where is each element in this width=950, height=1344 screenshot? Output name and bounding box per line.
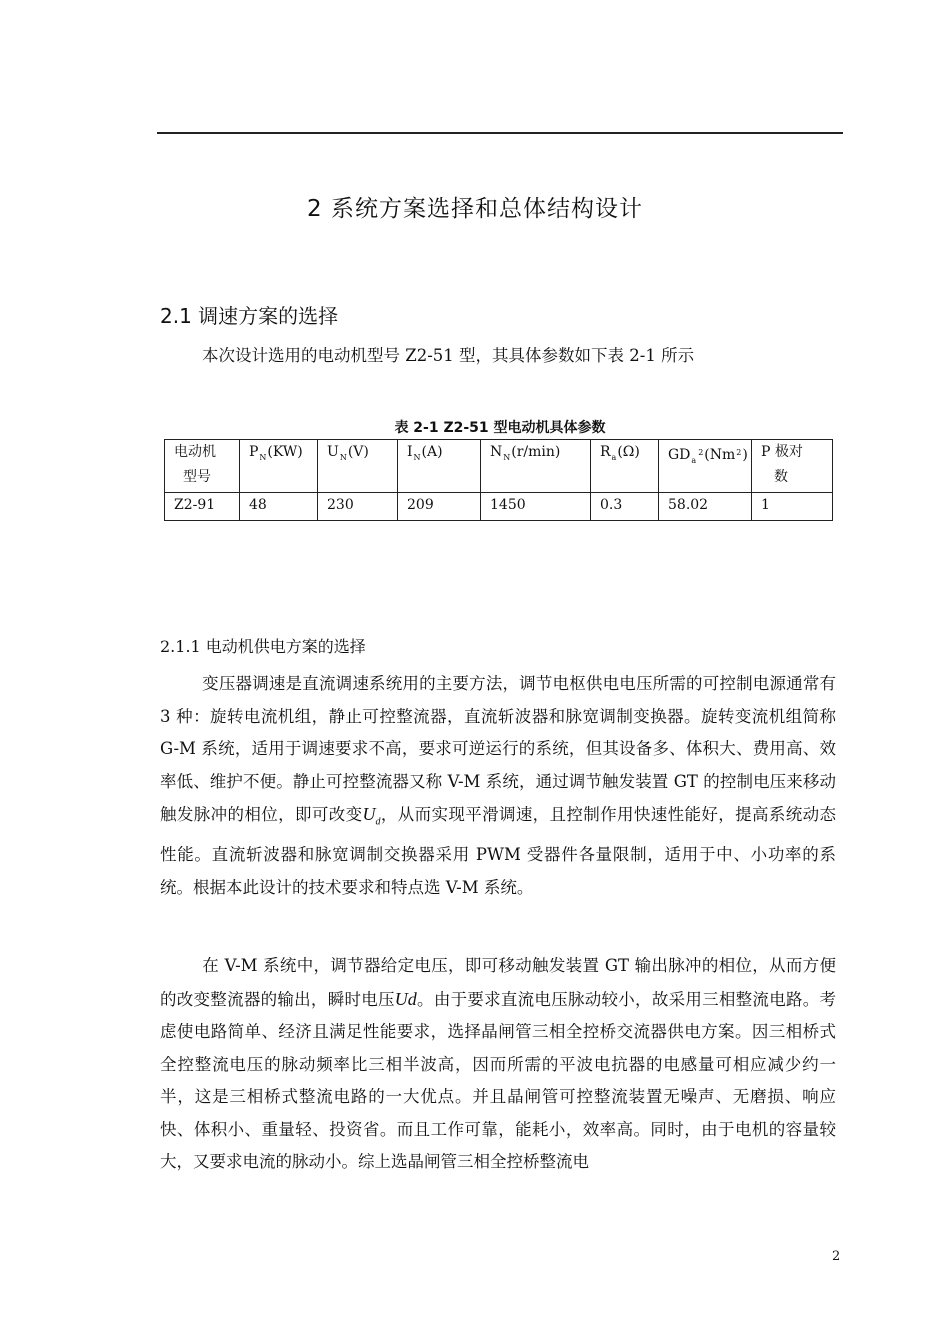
header-nn: $N_N(r/\min)$ (481, 440, 591, 493)
cell-nn: 1450 (481, 493, 591, 521)
cell-in: 209 (398, 493, 481, 521)
header-p-line1: P 极对 (761, 444, 803, 460)
header-model (165, 440, 240, 493)
header-rule (157, 132, 843, 134)
cell-ra: 0.3 (591, 493, 659, 521)
header-p-line2: 数 (774, 469, 788, 485)
variable-ud: $U_d$ (362, 804, 381, 828)
cell-pole-pairs: 1 (752, 493, 833, 521)
header-in: $I_N(A)$ (398, 440, 481, 493)
header-pn: $P_N(KW)$ (240, 440, 318, 493)
chapter-title: 2 系统方案选择和总体结构设计 (307, 196, 643, 222)
header-un: $U_N(V)$ (318, 440, 398, 493)
motor-parameter-table (164, 439, 833, 521)
section-title: 2.1 调速方案的选择 (160, 304, 339, 328)
table-header-row (165, 440, 833, 493)
paragraph-vm-system: 在 V-M 系统中，调节器给定电压，即可移动触发装置 GT 输出脉冲的相位，从而方便的改变整流器的输出，瞬时电压Ud。由于要求直流电压脉动较小，故采用三相整流电路。考虑使电路简单、经济且满足性能要求，选择晶闸管三相全控桥交流器供电方案。因三相桥式全控整流电压的脉动频率比三相半波高，因而所需的平波电抗器的电感量可相应减少约一半，这是三相桥式整流电路的一大优点。并且晶闸管可控整流装置无噪声、无磨损、响应快、体积小、重量轻、投资省。而且工作可靠，能耗小，效率高。同时，由于电机的容量较大，又要求电流的脉动小。综上选晶闸管三相全控桥整流电 (160, 956, 837, 1171)
paragraph-power-supply: 变压器调速是直流调速系统用的主要方法，调节电枢供电电压所需的可控制电源通常有 3 种：旋转电流机组，静止可控整流器，直流斩波器和脉宽调制变换器。旋转变流机组简称 G-M 系统，适用于调速要求不高，要求可逆运行的系统，但其设备多、体积大、费用高、效率低、维护不便。静止可控整流器又称 V-M 系统，通过调节触发装置 GT 的控制电压来移动触发脉冲的相位，即可改变$U_d$，从而实现平滑调速，且控制作用快速性能好，提高系统动态性能。直流斩波器和脉宽调制交换器采用 PWM 受器件各量限制，适用于中、小功率的系统。根据本此设计的技术要求和特点选 V-M 系统。 (160, 674, 837, 897)
cell-un: 230 (318, 493, 398, 521)
subsection-title: 2.1.1 电动机供电方案的选择 (160, 637, 366, 656)
cell-model: Z2-91 (165, 493, 240, 521)
header-model-line2: 型号 (183, 469, 211, 485)
header-ra: $R_a(\Omega)$ (591, 440, 659, 493)
header-model-line1: 电动机 (174, 444, 216, 460)
cell-gd: 58.02 (659, 493, 752, 521)
header-pole-pairs (752, 440, 833, 493)
intro-text: 本次设计选用的电动机型号 Z2-51 型，其具体参数如下表 2-1 所示 (202, 346, 695, 365)
table-row (165, 493, 833, 521)
variable-ud-inline: Ud (394, 988, 417, 1009)
page-number: 2 (832, 1249, 841, 1264)
header-gd: $GD_a^2(Nm^2)$ (659, 440, 752, 493)
cell-pn: 48 (240, 493, 318, 521)
table-caption: 表 2-1 Z2-51 型电动机具体参数 (394, 420, 606, 436)
